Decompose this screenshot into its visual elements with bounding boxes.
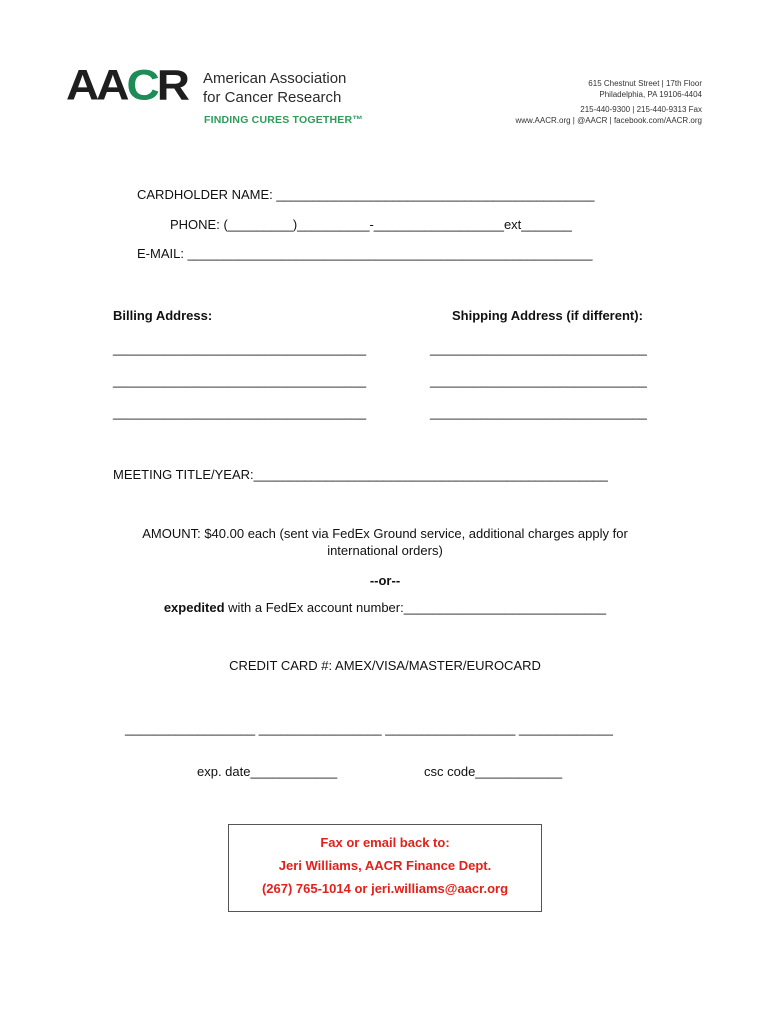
amount-text: AMOUNT: $40.00 each (sent via FedEx Ground service, additional charges apply for: [142, 526, 628, 541]
logo-letter: A: [66, 61, 97, 109]
email-field[interactable]: E-MAIL: ________________________________________________________: [137, 246, 593, 261]
or-divider: --or--: [369, 573, 401, 588]
phone-field[interactable]: PHONE: (_________)__________-__________________ext_______: [170, 217, 572, 232]
shipping-address-line[interactable]: ______________________________: [430, 341, 647, 356]
org-name: [203, 69, 346, 107]
logo-letter: C: [126, 61, 157, 109]
cardholder-name-field[interactable]: CARDHOLDER NAME: ____________________________________________: [137, 187, 595, 202]
credit-card-label: CREDIT CARD #: AMEX/VISA/MASTER/EUROCARD: [229, 658, 541, 673]
contact-instruction: Fax or email back to:: [320, 835, 450, 850]
amount-text-cont: international orders): [327, 543, 443, 558]
contact-name: Jeri Williams, AACR Finance Dept.: [278, 858, 492, 873]
contact-box: [228, 824, 542, 912]
address-block: [515, 78, 702, 126]
web-links: www.AACR.org | @AACR | facebook.com/AACR.org: [515, 116, 702, 125]
billing-address-label: Billing Address:: [113, 308, 213, 323]
shipping-address-line[interactable]: ______________________________: [430, 405, 647, 420]
exp-date-field[interactable]: exp. date____________: [197, 764, 338, 779]
billing-address-line[interactable]: ___________________________________: [113, 405, 367, 420]
logo-letter: A: [96, 61, 127, 109]
address-line1: 615 Chestnut Street | 17th Floor: [588, 79, 702, 88]
logo-letter: R: [156, 61, 187, 109]
shipping-address-line[interactable]: ______________________________: [430, 373, 647, 388]
contact-details: (267) 765-1014 or jeri.williams@aacr.org: [261, 881, 509, 896]
org-name-line1: American Association: [203, 70, 347, 87]
meeting-title-field[interactable]: MEETING TITLE/YEAR:_________________________________________________: [113, 467, 608, 482]
expedited-label: expedited: [163, 600, 225, 615]
card-number-field[interactable]: __________________ _________________ __________________ _____________: [125, 721, 614, 736]
aacr-logo: [66, 61, 187, 109]
fedex-account-field[interactable]: [0, 600, 770, 615]
tagline: FINDING CURES TOGETHER™: [204, 114, 363, 126]
org-name-line2: for Cancer Research: [203, 89, 342, 106]
billing-address-line[interactable]: ___________________________________: [113, 341, 367, 356]
csc-code-field[interactable]: csc code____________: [424, 764, 563, 779]
shipping-address-label: Shipping Address (if different):: [452, 308, 643, 323]
fedex-account-line: with a FedEx account number:____________________________: [224, 600, 607, 615]
billing-address-line[interactable]: ___________________________________: [113, 373, 367, 388]
phone-fax: 215-440-9300 | 215-440-9313 Fax: [580, 105, 702, 114]
address-line2: Philadelphia, PA 19106-4404: [599, 90, 702, 99]
